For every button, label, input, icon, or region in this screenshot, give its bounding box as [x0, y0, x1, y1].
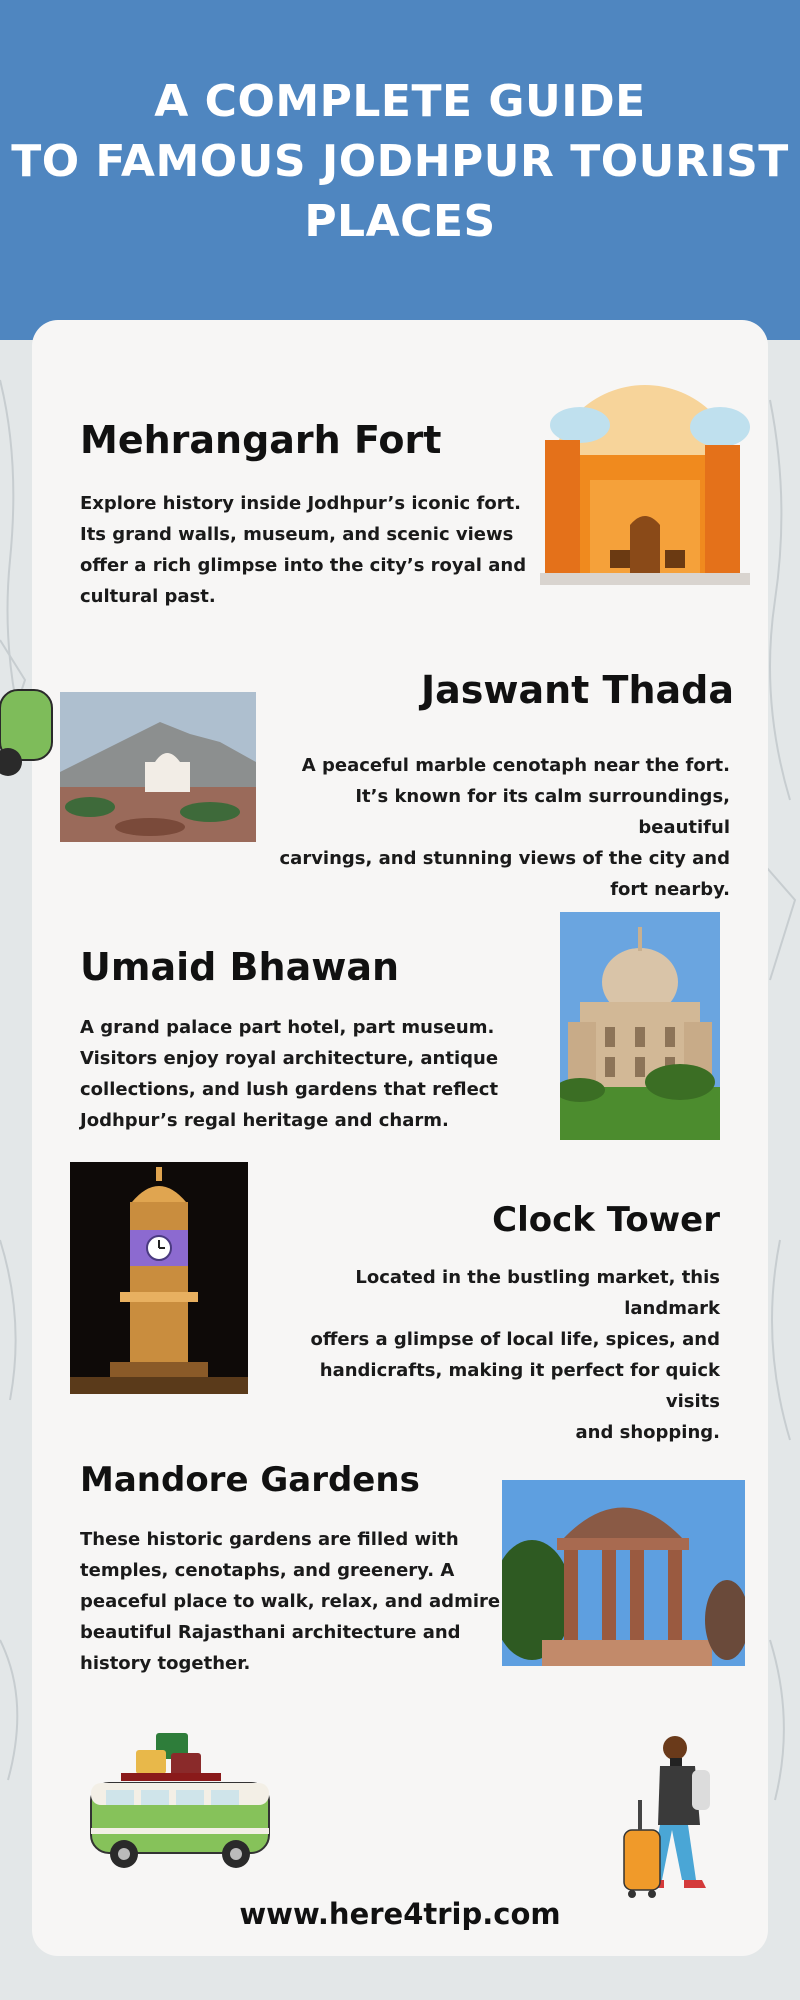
place-title-clock-tower: Clock Tower [492, 1200, 720, 1240]
clock-tower-photo [70, 1162, 248, 1394]
place-desc-mehrangarh: Explore history inside Jodhpur’s iconic fort. Its grand walls, museum, and scenic views offer a rich glimpse into the city’s royal and cultural past. [80, 493, 527, 607]
traveler-with-suitcase-icon [620, 1730, 720, 1908]
place-title-mehrangarh: Mehrangarh Fort [80, 418, 442, 462]
place-title-mandore-gardens: Mandore Gardens [80, 1460, 420, 1500]
title-line-1: A COMPLETE GUIDE [154, 76, 646, 127]
place-desc-jaswant-thada: A peaceful marble cenotaph near the fort. It’s known for its calm surroundings, beautiful carvings, and stunning views of the city and fort nearby. [279, 755, 730, 900]
garden-pavilion-photo [502, 1480, 745, 1666]
footer-website-url[interactable]: www.here4trip.com [239, 1897, 561, 1931]
place-desc-clock-tower: Located in the bustling market, this landmark offers a glimpse of local life, spices, and handicrafts, making it perfect for quick visits and shopping. [310, 1267, 720, 1443]
palace-photo [560, 912, 720, 1140]
van-edge-decoration [0, 670, 56, 790]
place-title-jaswant-thada: Jaswant Thada [420, 668, 734, 712]
place-title-umaid-bhawan: Umaid Bhawan [80, 945, 400, 989]
title-line-3: PLACES [304, 196, 496, 247]
place-desc-umaid-bhawan: A grand palace part hotel, part museum. Visitors enjoy royal architecture, antique collections, and lush gardens that reflect Jodhpur’s regal heritage and charm. [80, 1017, 499, 1131]
title-line-2: TO FAMOUS JODHPUR TOURIST [11, 136, 789, 187]
place-desc-mandore-gardens: These historic gardens are filled with temples, cenotaphs, and greenery. A peaceful place to walk, relax, and admire beautiful Rajasthani architecture and history together. [80, 1529, 501, 1674]
page-title [0, 72, 800, 252]
van-with-luggage-icon [86, 1728, 276, 1876]
fort-illustration [540, 385, 750, 585]
cenotaph-photo [60, 692, 256, 842]
